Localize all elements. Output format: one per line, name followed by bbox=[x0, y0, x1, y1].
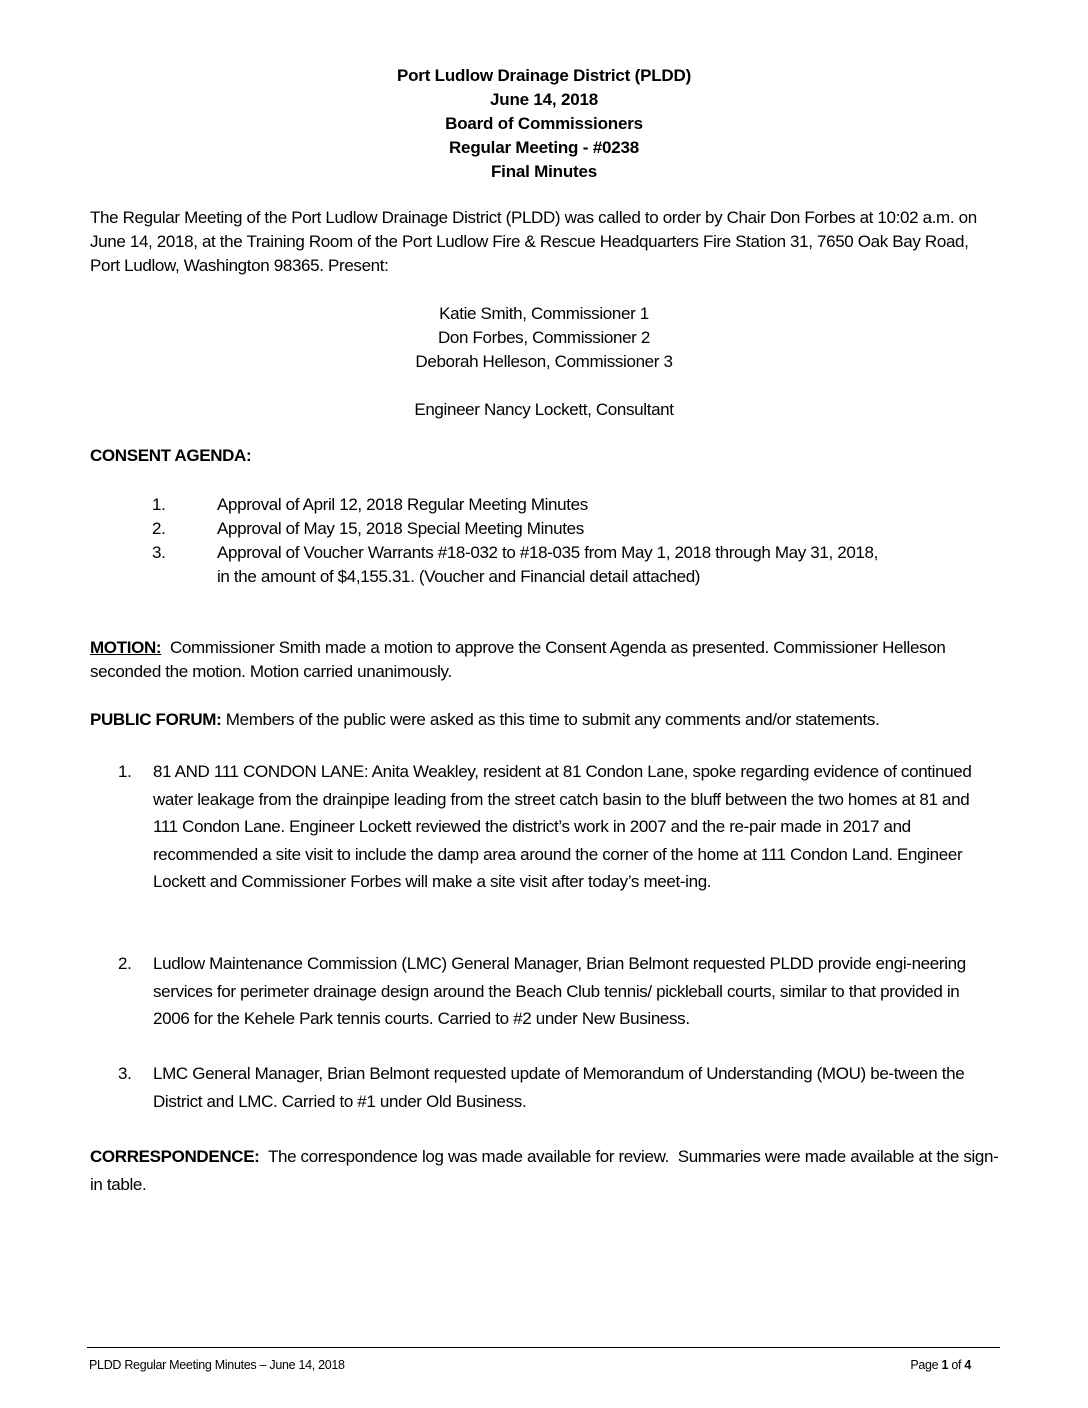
correspondence-paragraph bbox=[90, 1143, 1000, 1199]
list-item bbox=[152, 517, 912, 541]
meeting-number: Regular Meeting - #0238 bbox=[448, 138, 640, 157]
list-item bbox=[152, 493, 912, 517]
item-text: 81 AND 111 CONDON LANE: Anita Weakley, resident at 81 Condon Lane, spoke regarding evidence of continued water leakage from the drainpipe leading from the street catch basin to the bluff between the two homes at 81 and 111 Condon Lane. Engineer Lockett reviewed the district’s work in 2007 and the re-pair made in 2017 and recommended a site visit to include the damp area around the corner of the home at 111 Condon Land. Engineer Lockett and Commissioner Forbes will make a site visit after today’s meet-ing. bbox=[153, 762, 972, 891]
attendee-commissioner-2: Don Forbes, Commissioner 2 bbox=[438, 328, 650, 347]
public-forum-text: Members of the public were asked as this time to submit any comments and/or statements. bbox=[221, 710, 880, 729]
item-number: 2. bbox=[152, 519, 166, 538]
correspondence-text: The correspondence log was made available for review. Summaries were made available at the sign-in table. bbox=[90, 1147, 999, 1194]
minutes-status: Final Minutes bbox=[490, 162, 598, 181]
item-text: LMC General Manager, Brian Belmont requested update of Memorandum of Understanding (MOU) be-tween the District and LMC. Carried to #1 under Old Business. bbox=[153, 1064, 965, 1111]
intro-paragraph: The Regular Meeting of the Port Ludlow Drainage District (PLDD) was called to order by Chair Don Forbes at 10:02 a.m. on June 14, 2018, at the Training Room of the Port Ludlow Fire & Rescue Headquarters Fire Station 31, 7650 Oak Bay Road, Port Ludlow, Washington 98365. Present: bbox=[90, 208, 977, 275]
motion-label: MOTION: bbox=[90, 638, 162, 657]
attendee-commissioner-1: Katie Smith, Commissioner 1 bbox=[439, 304, 649, 323]
item-number: 2. bbox=[118, 954, 132, 973]
correspondence-label: CORRESPONDENCE: bbox=[90, 1147, 260, 1166]
document-title-block bbox=[0, 64, 1088, 184]
item-number: 3. bbox=[118, 1064, 132, 1083]
item-number: 1. bbox=[152, 495, 166, 514]
motion-paragraph bbox=[90, 636, 1000, 684]
district-name: Port Ludlow Drainage District (PLDD) bbox=[396, 66, 692, 85]
public-forum-item-2 bbox=[118, 950, 998, 1033]
item-text: Approval of May 15, 2018 Special Meeting Minutes bbox=[217, 519, 584, 538]
public-forum-item-3 bbox=[118, 1060, 998, 1115]
motion-text: Commissioner Smith made a motion to approve the Consent Agenda as presented. Commissioner Helleson seconded the motion. Motion carried unanimously. bbox=[90, 638, 950, 681]
footer-divider bbox=[87, 1347, 1000, 1348]
public-forum-paragraph bbox=[90, 708, 1000, 732]
item-number: 1. bbox=[118, 762, 132, 781]
public-forum-item-1 bbox=[118, 758, 998, 896]
footer-document-title: PLDD Regular Meeting Minutes – June 14, 2018 bbox=[89, 1358, 345, 1372]
page-number: Page 1 of 4 bbox=[910, 1358, 971, 1372]
public-forum-label: PUBLIC FORUM: bbox=[90, 710, 222, 729]
attendee-consultant: Engineer Nancy Lockett, Consultant bbox=[414, 400, 674, 419]
list-item bbox=[152, 541, 912, 589]
consent-agenda-list bbox=[152, 493, 912, 589]
item-number: 3. bbox=[152, 543, 166, 562]
item-text: Approval of April 12, 2018 Regular Meeting Minutes bbox=[217, 495, 588, 514]
attendee-commissioner-3: Deborah Helleson, Commissioner 3 bbox=[415, 352, 673, 371]
board-name: Board of Commissioners bbox=[445, 114, 643, 133]
meeting-date: June 14, 2018 bbox=[490, 90, 598, 109]
item-text: Ludlow Maintenance Commission (LMC) General Manager, Brian Belmont requested PLDD provide engi-neering services for perimeter drainage design around the Beach Club tennis/ pickleball courts, similar to that provided in 2006 for the Kehele Park tennis courts. Carried to #2 under New Business. bbox=[153, 954, 966, 1028]
page-footer bbox=[89, 1358, 971, 1372]
attendees-list bbox=[0, 302, 1088, 422]
consent-agenda-heading: CONSENT AGENDA: bbox=[90, 446, 252, 465]
item-text: Approval of Voucher Warrants #18-032 to #18-035 from May 1, 2018 through May 31, 2018, in the amount of $4,155.31. (Voucher and Financial detail attached) bbox=[217, 543, 879, 586]
